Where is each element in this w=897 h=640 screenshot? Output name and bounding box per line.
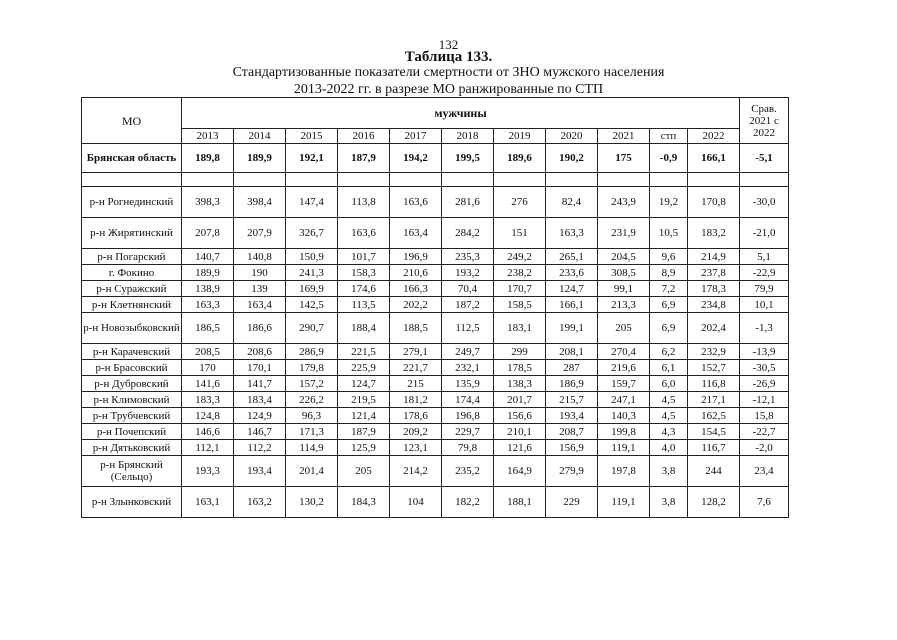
row-value: 163,3 bbox=[546, 218, 598, 249]
row-value: 113,5 bbox=[338, 297, 390, 313]
mortality-table bbox=[81, 97, 789, 518]
row-value: 82,4 bbox=[546, 187, 598, 218]
row-value: 210,1 bbox=[494, 424, 546, 440]
row-value: 178,3 bbox=[688, 281, 740, 297]
row-value: 163,6 bbox=[390, 187, 442, 218]
row-value: 249,2 bbox=[494, 249, 546, 265]
row-value: 112,1 bbox=[182, 440, 234, 456]
table-row bbox=[82, 265, 789, 281]
table-row bbox=[82, 424, 789, 440]
row-name: р-н Жирятинский bbox=[82, 218, 182, 249]
row-value: 158,5 bbox=[494, 297, 546, 313]
row-value: 121,6 bbox=[494, 440, 546, 456]
row-value: 163,2 bbox=[234, 487, 286, 518]
row-value: 140,3 bbox=[598, 408, 650, 424]
row-value: 204,5 bbox=[598, 249, 650, 265]
row-value: 112,2 bbox=[234, 440, 286, 456]
row-value: 193,4 bbox=[234, 456, 286, 487]
row-name: г. Фокино bbox=[82, 265, 182, 281]
region-value: -5,1 bbox=[740, 144, 789, 173]
header-year-row bbox=[82, 129, 789, 144]
row-value: 215 bbox=[390, 376, 442, 392]
row-value: 104 bbox=[390, 487, 442, 518]
row-value: 287 bbox=[546, 360, 598, 376]
row-value: 5,1 bbox=[740, 249, 789, 265]
row-value: 209,2 bbox=[390, 424, 442, 440]
row-value: 178,5 bbox=[494, 360, 546, 376]
row-value: 219,5 bbox=[338, 392, 390, 408]
row-value: 234,8 bbox=[688, 297, 740, 313]
row-value: 156,9 bbox=[546, 440, 598, 456]
header-col-0: 2013 bbox=[182, 129, 234, 144]
table-row bbox=[82, 392, 789, 408]
row-value: 123,1 bbox=[390, 440, 442, 456]
row-value: 207,8 bbox=[182, 218, 234, 249]
header-mo: МО bbox=[82, 98, 182, 144]
row-value: 208,7 bbox=[546, 424, 598, 440]
row-value: 141,7 bbox=[234, 376, 286, 392]
row-value: 187,9 bbox=[338, 424, 390, 440]
region-value: 175 bbox=[598, 144, 650, 173]
row-value: 164,9 bbox=[494, 456, 546, 487]
row-value: 112,5 bbox=[442, 313, 494, 344]
row-value: 163,4 bbox=[234, 297, 286, 313]
row-value: 326,7 bbox=[286, 218, 338, 249]
row-value: 214,2 bbox=[390, 456, 442, 487]
row-value: 15,8 bbox=[740, 408, 789, 424]
row-value: 166,3 bbox=[390, 281, 442, 297]
region-value: 189,6 bbox=[494, 144, 546, 173]
row-name: р-н Клетнянский bbox=[82, 297, 182, 313]
table-caption-line-2: 2013-2022 гг. в разрезе МО ранжированные по СТП bbox=[293, 82, 604, 97]
row-value: -26,9 bbox=[740, 376, 789, 392]
row-value: 154,5 bbox=[688, 424, 740, 440]
row-value: 6,9 bbox=[650, 313, 688, 344]
row-value: 114,9 bbox=[286, 440, 338, 456]
row-value: 247,1 bbox=[598, 392, 650, 408]
row-value: -22,7 bbox=[740, 424, 789, 440]
row-value: 181,2 bbox=[390, 392, 442, 408]
row-value: 290,7 bbox=[286, 313, 338, 344]
row-value: 229 bbox=[546, 487, 598, 518]
row-value: 183,1 bbox=[494, 313, 546, 344]
row-value: 9,6 bbox=[650, 249, 688, 265]
row-value: -1,3 bbox=[740, 313, 789, 344]
row-value: 170,7 bbox=[494, 281, 546, 297]
row-value: 199,1 bbox=[546, 313, 598, 344]
row-value: 163,4 bbox=[390, 218, 442, 249]
row-value: 398,4 bbox=[234, 187, 286, 218]
row-value: 284,2 bbox=[442, 218, 494, 249]
row-value: 232,1 bbox=[442, 360, 494, 376]
row-value: 166,1 bbox=[546, 297, 598, 313]
row-value: 208,6 bbox=[234, 344, 286, 360]
row-value: 169,9 bbox=[286, 281, 338, 297]
row-value: 79,8 bbox=[442, 440, 494, 456]
row-value: 6,0 bbox=[650, 376, 688, 392]
row-value: 130,2 bbox=[286, 487, 338, 518]
row-value: 138,9 bbox=[182, 281, 234, 297]
row-value: 124,7 bbox=[546, 281, 598, 297]
row-value: 202,2 bbox=[390, 297, 442, 313]
table-row bbox=[82, 487, 789, 518]
row-value: 232,9 bbox=[688, 344, 740, 360]
header-col-2: 2015 bbox=[286, 129, 338, 144]
row-value: 193,4 bbox=[546, 408, 598, 424]
row-name: р-н Трубчевский bbox=[82, 408, 182, 424]
row-value: 208,1 bbox=[546, 344, 598, 360]
table-row bbox=[82, 408, 789, 424]
row-value: 276 bbox=[494, 187, 546, 218]
row-value: 398,3 bbox=[182, 187, 234, 218]
row-value: 7,6 bbox=[740, 487, 789, 518]
row-value: 217,1 bbox=[688, 392, 740, 408]
row-value: 221,7 bbox=[390, 360, 442, 376]
row-value: -21,0 bbox=[740, 218, 789, 249]
row-value: 140,8 bbox=[234, 249, 286, 265]
row-value: 116,7 bbox=[688, 440, 740, 456]
row-value: 170,8 bbox=[688, 187, 740, 218]
row-value: 179,8 bbox=[286, 360, 338, 376]
table-row bbox=[82, 456, 789, 487]
row-value: 162,5 bbox=[688, 408, 740, 424]
row-name: р-н Дятьковский bbox=[82, 440, 182, 456]
row-value: 163,1 bbox=[182, 487, 234, 518]
row-value: 188,1 bbox=[494, 487, 546, 518]
row-value: 193,3 bbox=[182, 456, 234, 487]
row-value: 238,2 bbox=[494, 265, 546, 281]
row-value: 299 bbox=[494, 344, 546, 360]
region-value: 189,9 bbox=[234, 144, 286, 173]
region-value: 187,9 bbox=[338, 144, 390, 173]
row-value: 116,8 bbox=[688, 376, 740, 392]
row-value: 183,3 bbox=[182, 392, 234, 408]
row-value: 99,1 bbox=[598, 281, 650, 297]
row-value: 70,4 bbox=[442, 281, 494, 297]
row-value: 125,9 bbox=[338, 440, 390, 456]
row-value: 8,9 bbox=[650, 265, 688, 281]
row-value: 178,6 bbox=[390, 408, 442, 424]
row-name: р-н Брасовский bbox=[82, 360, 182, 376]
row-value: 121,4 bbox=[338, 408, 390, 424]
table-row bbox=[82, 360, 789, 376]
header-col-4: 2017 bbox=[390, 129, 442, 144]
region-row bbox=[82, 144, 789, 173]
table-row bbox=[82, 297, 789, 313]
row-name: р-н Климовский bbox=[82, 392, 182, 408]
row-value: 215,7 bbox=[546, 392, 598, 408]
row-value: 163,6 bbox=[338, 218, 390, 249]
row-value: 135,9 bbox=[442, 376, 494, 392]
row-value: 151 bbox=[494, 218, 546, 249]
row-name: р-н Карачевский bbox=[82, 344, 182, 360]
header-col-7: 2020 bbox=[546, 129, 598, 144]
row-value: 174,4 bbox=[442, 392, 494, 408]
row-value: 279,9 bbox=[546, 456, 598, 487]
row-value: 214,9 bbox=[688, 249, 740, 265]
table-row bbox=[82, 313, 789, 344]
row-value: 231,9 bbox=[598, 218, 650, 249]
row-value: 237,8 bbox=[688, 265, 740, 281]
row-value: 139 bbox=[234, 281, 286, 297]
row-value: 233,6 bbox=[546, 265, 598, 281]
row-value: 189,9 bbox=[182, 265, 234, 281]
row-value: 186,6 bbox=[234, 313, 286, 344]
row-value: 4,5 bbox=[650, 392, 688, 408]
row-value: 174,6 bbox=[338, 281, 390, 297]
row-value: 4,0 bbox=[650, 440, 688, 456]
row-value: 186,9 bbox=[546, 376, 598, 392]
row-value: 186,5 bbox=[182, 313, 234, 344]
row-value: 171,3 bbox=[286, 424, 338, 440]
header-col-3: 2016 bbox=[338, 129, 390, 144]
row-value: 3,8 bbox=[650, 487, 688, 518]
row-value: -13,9 bbox=[740, 344, 789, 360]
row-value: 241,3 bbox=[286, 265, 338, 281]
row-value: 124,8 bbox=[182, 408, 234, 424]
row-value: 281,6 bbox=[442, 187, 494, 218]
row-name: р-н Погарский bbox=[82, 249, 182, 265]
header-col-6: 2019 bbox=[494, 129, 546, 144]
table-caption-line-1: Стандартизованные показатели смертности от ЗНО мужского населения bbox=[232, 65, 665, 80]
region-value: 166,1 bbox=[688, 144, 740, 173]
region-value: 199,5 bbox=[442, 144, 494, 173]
row-value: 197,8 bbox=[598, 456, 650, 487]
row-value: 202,4 bbox=[688, 313, 740, 344]
row-value: 205 bbox=[598, 313, 650, 344]
row-value: 183,2 bbox=[688, 218, 740, 249]
row-value: 101,7 bbox=[338, 249, 390, 265]
row-value: 226,2 bbox=[286, 392, 338, 408]
row-value: 152,7 bbox=[688, 360, 740, 376]
row-value: 201,4 bbox=[286, 456, 338, 487]
table-row bbox=[82, 187, 789, 218]
row-value: 270,4 bbox=[598, 344, 650, 360]
row-value: 187,2 bbox=[442, 297, 494, 313]
row-value: 124,7 bbox=[338, 376, 390, 392]
row-value: 213,3 bbox=[598, 297, 650, 313]
row-value: -30,5 bbox=[740, 360, 789, 376]
row-value: 210,6 bbox=[390, 265, 442, 281]
region-value: 192,1 bbox=[286, 144, 338, 173]
row-value: 79,9 bbox=[740, 281, 789, 297]
row-value: 150,9 bbox=[286, 249, 338, 265]
row-value: 157,2 bbox=[286, 376, 338, 392]
row-name: р-н Почепский bbox=[82, 424, 182, 440]
row-value: 229,7 bbox=[442, 424, 494, 440]
row-value: 225,9 bbox=[338, 360, 390, 376]
table-row bbox=[82, 218, 789, 249]
row-value: 201,7 bbox=[494, 392, 546, 408]
row-value: 170 bbox=[182, 360, 234, 376]
row-value: 119,1 bbox=[598, 440, 650, 456]
row-name: р-н Рогнединский bbox=[82, 187, 182, 218]
table-row bbox=[82, 249, 789, 265]
region-value: 190,2 bbox=[546, 144, 598, 173]
row-value: 124,9 bbox=[234, 408, 286, 424]
region-name: Брянская область bbox=[82, 144, 182, 173]
header-compare: Срав. 2021 с 2022 bbox=[740, 98, 789, 144]
row-value: 147,4 bbox=[286, 187, 338, 218]
row-value: 244 bbox=[688, 456, 740, 487]
row-value: 6,2 bbox=[650, 344, 688, 360]
row-value: 308,5 bbox=[598, 265, 650, 281]
header-col-1: 2014 bbox=[234, 129, 286, 144]
row-name: р-н Суражский bbox=[82, 281, 182, 297]
row-value: 205 bbox=[338, 456, 390, 487]
page-number: 132 bbox=[438, 37, 459, 52]
row-value: 156,6 bbox=[494, 408, 546, 424]
row-value: 207,9 bbox=[234, 218, 286, 249]
row-value: 7,2 bbox=[650, 281, 688, 297]
row-value: 141,6 bbox=[182, 376, 234, 392]
row-value: 279,1 bbox=[390, 344, 442, 360]
row-value: 170,1 bbox=[234, 360, 286, 376]
row-value: -30,0 bbox=[740, 187, 789, 218]
region-value: 194,2 bbox=[390, 144, 442, 173]
header-col-10: 2022 bbox=[688, 129, 740, 144]
row-value: 235,3 bbox=[442, 249, 494, 265]
table-row bbox=[82, 344, 789, 360]
row-name: р-н Дубровский bbox=[82, 376, 182, 392]
table-title: Таблица 133. bbox=[404, 49, 493, 65]
row-value: 146,6 bbox=[182, 424, 234, 440]
row-value: 4,3 bbox=[650, 424, 688, 440]
row-value: 188,5 bbox=[390, 313, 442, 344]
row-value: 196,8 bbox=[442, 408, 494, 424]
row-value: 10,5 bbox=[650, 218, 688, 249]
header-col-5: 2018 bbox=[442, 129, 494, 144]
row-value: 19,2 bbox=[650, 187, 688, 218]
row-value: 140,7 bbox=[182, 249, 234, 265]
region-value: 189,8 bbox=[182, 144, 234, 173]
row-value: -12,1 bbox=[740, 392, 789, 408]
row-value: 163,3 bbox=[182, 297, 234, 313]
row-value: 193,2 bbox=[442, 265, 494, 281]
row-value: 221,5 bbox=[338, 344, 390, 360]
row-value: 219,6 bbox=[598, 360, 650, 376]
blank-row bbox=[82, 173, 789, 187]
row-value: 265,1 bbox=[546, 249, 598, 265]
table-row bbox=[82, 440, 789, 456]
row-value: 146,7 bbox=[234, 424, 286, 440]
row-name: р-н Брянский (Сельцо) bbox=[82, 456, 182, 487]
row-value: 138,3 bbox=[494, 376, 546, 392]
row-value: 142,5 bbox=[286, 297, 338, 313]
header-col-8: 2021 bbox=[598, 129, 650, 144]
header-group: мужчины bbox=[182, 98, 740, 129]
row-value: 4,5 bbox=[650, 408, 688, 424]
row-value: 6,9 bbox=[650, 297, 688, 313]
region-value: -0,9 bbox=[650, 144, 688, 173]
row-value: 190 bbox=[234, 265, 286, 281]
row-value: 23,4 bbox=[740, 456, 789, 487]
row-name: р-н Злынковский bbox=[82, 487, 182, 518]
row-value: 208,5 bbox=[182, 344, 234, 360]
row-value: -2,0 bbox=[740, 440, 789, 456]
row-value: 188,4 bbox=[338, 313, 390, 344]
header-col-9: стп bbox=[650, 129, 688, 144]
row-value: 96,3 bbox=[286, 408, 338, 424]
row-value: 235,2 bbox=[442, 456, 494, 487]
row-value: 183,4 bbox=[234, 392, 286, 408]
row-value: 3,8 bbox=[650, 456, 688, 487]
row-value: 286,9 bbox=[286, 344, 338, 360]
row-value: 182,2 bbox=[442, 487, 494, 518]
row-value: 196,9 bbox=[390, 249, 442, 265]
row-value: 184,3 bbox=[338, 487, 390, 518]
row-value: 113,8 bbox=[338, 187, 390, 218]
row-value: 199,8 bbox=[598, 424, 650, 440]
table-row bbox=[82, 376, 789, 392]
row-value: -22,9 bbox=[740, 265, 789, 281]
row-value: 159,7 bbox=[598, 376, 650, 392]
row-value: 243,9 bbox=[598, 187, 650, 218]
row-name: р-н Новозыбковский bbox=[82, 313, 182, 344]
row-value: 158,3 bbox=[338, 265, 390, 281]
table-row bbox=[82, 281, 789, 297]
row-value: 10,1 bbox=[740, 297, 789, 313]
row-value: 128,2 bbox=[688, 487, 740, 518]
row-value: 6,1 bbox=[650, 360, 688, 376]
row-value: 119,1 bbox=[598, 487, 650, 518]
row-value: 249,7 bbox=[442, 344, 494, 360]
